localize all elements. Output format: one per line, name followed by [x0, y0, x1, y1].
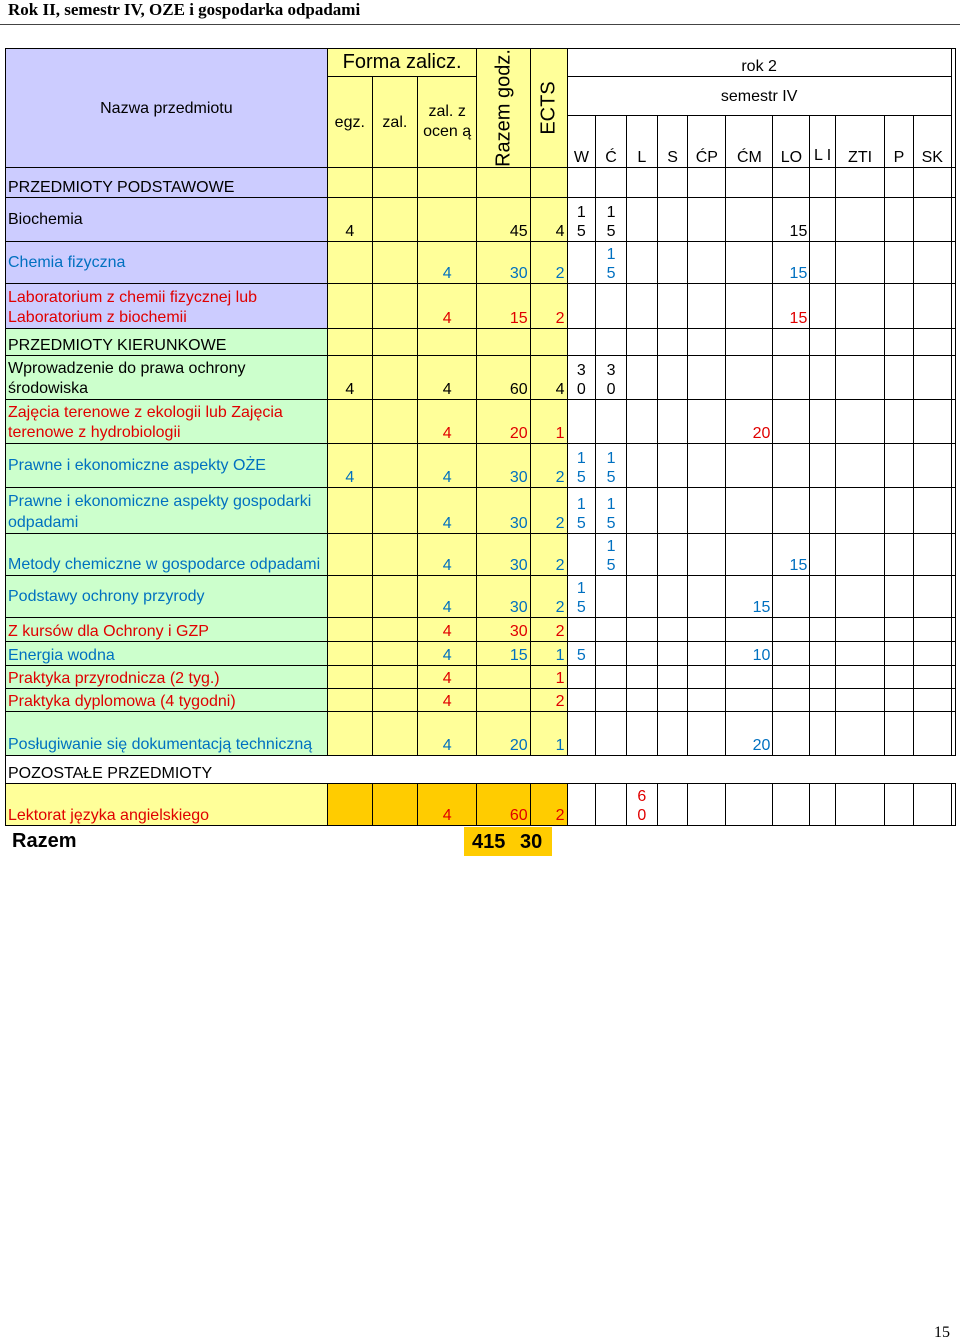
- hours-cell: 20: [477, 712, 530, 756]
- zo-cell: 4: [417, 488, 476, 534]
- header-name: Nazwa przedmiotu: [6, 49, 328, 168]
- table-row: [6, 712, 956, 756]
- header-rok: rok 2: [567, 49, 951, 77]
- type-l: L: [626, 116, 657, 168]
- ects-cell: 2: [530, 488, 567, 534]
- table-row: [6, 284, 956, 329]
- zo-cell: 4: [417, 400, 476, 444]
- type-sk: SK: [913, 116, 951, 168]
- type-s: S: [657, 116, 688, 168]
- header-razem: Razem godz.: [492, 49, 514, 167]
- subject-name: Biochemia: [6, 198, 328, 242]
- header-semestr: semestr IV: [567, 77, 951, 116]
- hours-cell: 30: [477, 488, 530, 534]
- table-row: [6, 689, 956, 712]
- cm-cell: 15: [726, 576, 773, 618]
- subject-name: Energia wodna: [6, 642, 328, 666]
- c-cell: 3 0: [596, 356, 627, 400]
- table-row: [6, 666, 956, 689]
- table-row: [6, 400, 956, 444]
- subject-name: Chemia fizyczna: [6, 242, 328, 284]
- ects-cell: 2: [530, 576, 567, 618]
- egz-cell: 4: [327, 444, 372, 488]
- subject-name: Praktyka przyrodnicza (2 tyg.): [6, 666, 328, 689]
- subject-name: Prawne i ekonomiczne aspekty gospodarki odpadami: [6, 488, 328, 534]
- hours-cell: 30: [477, 242, 530, 284]
- w-cell: 3 0: [567, 356, 596, 400]
- hours-cell: 30: [477, 618, 530, 642]
- cm-cell: 20: [726, 712, 773, 756]
- header-zal: zal.: [372, 77, 417, 168]
- table-row: [6, 534, 956, 576]
- zo-cell: 4: [417, 712, 476, 756]
- study-plan-table: [5, 48, 956, 826]
- ects-cell: 2: [530, 284, 567, 329]
- total-ects: 30: [520, 831, 543, 853]
- cm-cell: 20: [726, 400, 773, 444]
- zo-cell: 4: [417, 534, 476, 576]
- type-p: P: [885, 116, 914, 168]
- hours-cell: 45: [477, 198, 530, 242]
- lo-cell: 15: [773, 284, 810, 329]
- subject-name: Lektorat języka angielskiego: [6, 784, 328, 826]
- zo-cell: 4: [417, 618, 476, 642]
- ects-cell: 2: [530, 444, 567, 488]
- hours-cell: 60: [477, 784, 530, 826]
- hours-cell: 15: [477, 642, 530, 666]
- table-row: [6, 576, 956, 618]
- ects-cell: 2: [530, 242, 567, 284]
- zo-cell: 4: [417, 689, 476, 712]
- subject-name: Podstawy ochrony przyrody: [6, 576, 328, 618]
- title-underline: [0, 24, 960, 25]
- table-row: [6, 784, 956, 826]
- lo-cell: 15: [773, 242, 810, 284]
- ects-cell: 1: [530, 400, 567, 444]
- hours-cell: 30: [477, 576, 530, 618]
- total-hours: 415: [472, 831, 506, 853]
- zo-cell: 4: [417, 356, 476, 400]
- header-zal-ocena: zal. z ocen ą: [417, 77, 476, 168]
- hours-cell: 30: [477, 444, 530, 488]
- type-cm: ĆM: [726, 116, 773, 168]
- type-c: Ć: [596, 116, 627, 168]
- ects-cell: 2: [530, 534, 567, 576]
- lo-cell: 15: [773, 534, 810, 576]
- zo-cell: 4: [417, 444, 476, 488]
- page-title: Rok II, semestr IV, OZE i gospodarka odpadami: [8, 0, 361, 19]
- zo-cell: 4: [417, 784, 476, 826]
- subject-name: Zajęcia terenowe z ekologii lub Zajęcia terenowe z hydrobiologii: [6, 400, 328, 444]
- ects-cell: 2: [530, 618, 567, 642]
- l-cell: 6 0: [626, 784, 657, 826]
- total-box: [464, 827, 552, 856]
- type-lo: LO: [773, 116, 810, 168]
- ects-cell: 4: [530, 198, 567, 242]
- hours-cell: 30: [477, 534, 530, 576]
- subject-name: Wprowadzenie do prawa ochrony środowiska: [6, 356, 328, 400]
- zo-cell: 4: [417, 284, 476, 329]
- c-cell: 1 5: [596, 488, 627, 534]
- zo-cell: 4: [417, 666, 476, 689]
- table-row: [6, 642, 956, 666]
- section-kierunkowe: PRZEDMIOTY KIERUNKOWE: [6, 329, 328, 356]
- type-li: L I: [810, 116, 836, 168]
- ects-cell: 1: [530, 712, 567, 756]
- type-w: W: [567, 116, 596, 168]
- w-cell: 1 5: [567, 198, 596, 242]
- table-row: [6, 242, 956, 284]
- section-podstawowe: PRZEDMIOTY PODSTAWOWE: [6, 168, 328, 198]
- subject-name: Laboratorium z chemii fizycznej lub Laboratorium z biochemii: [6, 284, 328, 329]
- table-row: [6, 444, 956, 488]
- subject-name: Z kursów dla Ochrony i GZP: [6, 618, 328, 642]
- hours-cell: 15: [477, 284, 530, 329]
- ects-cell: 2: [530, 689, 567, 712]
- cm-cell: 10: [726, 642, 773, 666]
- w-cell: 1 5: [567, 488, 596, 534]
- zo-cell: 4: [417, 576, 476, 618]
- type-zti: ZTI: [835, 116, 884, 168]
- zo-cell: 4: [417, 242, 476, 284]
- ects-cell: 2: [530, 784, 567, 826]
- w-cell: 1 5: [567, 444, 596, 488]
- table-row: [6, 356, 956, 400]
- header-forma: Forma zalicz.: [327, 49, 477, 77]
- ects-cell: 1: [530, 666, 567, 689]
- table-row: [6, 198, 956, 242]
- ects-cell: 1: [530, 642, 567, 666]
- page-number: 15: [934, 1324, 950, 1341]
- zo-cell: 4: [417, 642, 476, 666]
- egz-cell: 4: [327, 356, 372, 400]
- hours-cell: 60: [477, 356, 530, 400]
- header-egz: egz.: [327, 77, 372, 168]
- lo-cell: 15: [773, 198, 810, 242]
- c-cell: 1 5: [596, 534, 627, 576]
- table-row: [6, 488, 956, 534]
- section-pozostale: POZOSTAŁE PRZEDMIOTY: [6, 756, 328, 784]
- subject-name: Posługiwanie się dokumentacją techniczną: [6, 712, 328, 756]
- w-cell: 1 5: [567, 576, 596, 618]
- c-cell: 1 5: [596, 444, 627, 488]
- hours-cell: 20: [477, 400, 530, 444]
- table-row: [6, 618, 956, 642]
- w-cell: 5: [567, 642, 596, 666]
- type-cp: ĆP: [688, 116, 726, 168]
- ects-cell: 4: [530, 356, 567, 400]
- c-cell: 1 5: [596, 198, 627, 242]
- subject-name: Metody chemiczne w gospodarce odpadami: [6, 534, 328, 576]
- c-cell: 1 5: [596, 242, 627, 284]
- total-label: Razem: [12, 830, 77, 852]
- egz-cell: 4: [327, 198, 372, 242]
- subject-name: Prawne i ekonomiczne aspekty OŻE: [6, 444, 328, 488]
- subject-name: Praktyka dyplomowa (4 tygodni): [6, 689, 328, 712]
- header-ects: ECTS: [537, 81, 560, 135]
